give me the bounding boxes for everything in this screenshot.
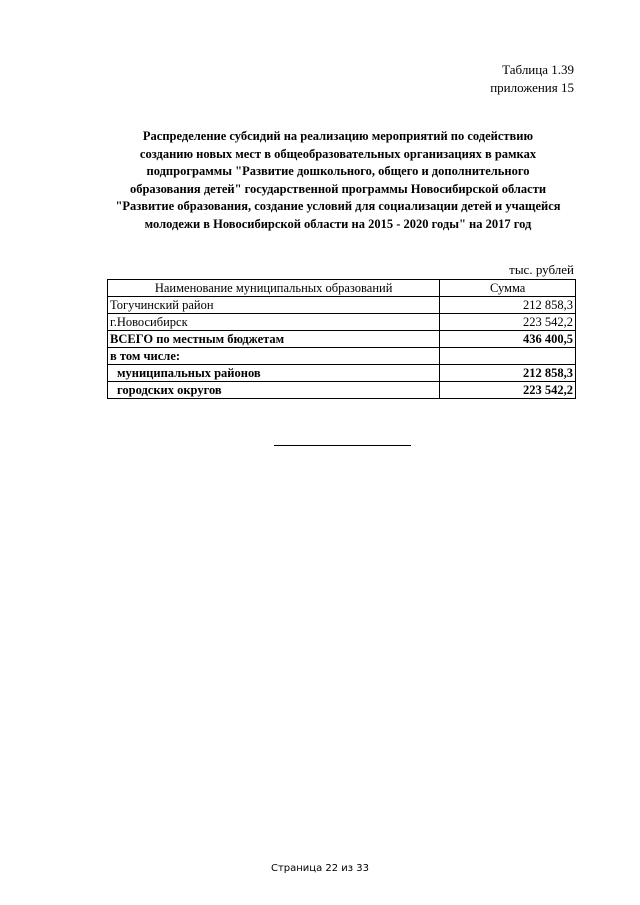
row-sum (440, 348, 576, 365)
table-row-breakdown (108, 365, 576, 382)
table-number: Таблица 1.39 (502, 62, 574, 77)
column-header-name: Наименование муниципальных образований (108, 280, 440, 297)
title-line: подпрограммы "Развитие дошкольного, общего и дополнительного (146, 164, 530, 178)
table-row (108, 314, 576, 331)
title-line: "Развитие образования, создание условий для социализации детей и учащейся (115, 199, 561, 213)
table-row-breakdown (108, 382, 576, 399)
units-label: тыс. рублей (509, 262, 574, 277)
title-line: Распределение субсидий на реализацию мероприятий по содействию (142, 129, 534, 143)
title-line: созданию новых мест в общеобразовательных организациях в рамках (139, 146, 537, 161)
row-sum: 223 542,2 (440, 382, 576, 399)
table-row-subheading (108, 348, 576, 365)
row-name: ВСЕГО по местным бюджетам (108, 331, 440, 348)
column-header-sum: Сумма (440, 280, 576, 297)
row-name: в том числе: (108, 348, 440, 365)
table-reference (490, 61, 574, 97)
document-title (100, 128, 576, 233)
row-sum: 212 858,3 (440, 297, 576, 314)
table-row (108, 297, 576, 314)
row-name: муниципальных районов (108, 365, 440, 382)
page-number: Страница 22 из 33 (270, 863, 370, 874)
title-line: молодежи в Новосибирской области на 2015 - 2020 годы" на 2017 год (144, 216, 532, 231)
subsidy-table (107, 279, 576, 399)
title-line: образования детей" государственной программы Новосибирской области (129, 181, 547, 196)
row-name: Тогучинский район (108, 297, 440, 314)
appendix-label: приложения 15 (490, 80, 574, 95)
row-name: городских округов (108, 382, 440, 399)
table-row-total (108, 331, 576, 348)
row-sum: 223 542,2 (440, 314, 576, 331)
table-header-row (108, 280, 576, 297)
separator-line (274, 445, 411, 446)
row-sum: 212 858,3 (440, 365, 576, 382)
row-sum: 436 400,5 (440, 331, 576, 348)
row-name: г.Новосибирск (108, 314, 440, 331)
